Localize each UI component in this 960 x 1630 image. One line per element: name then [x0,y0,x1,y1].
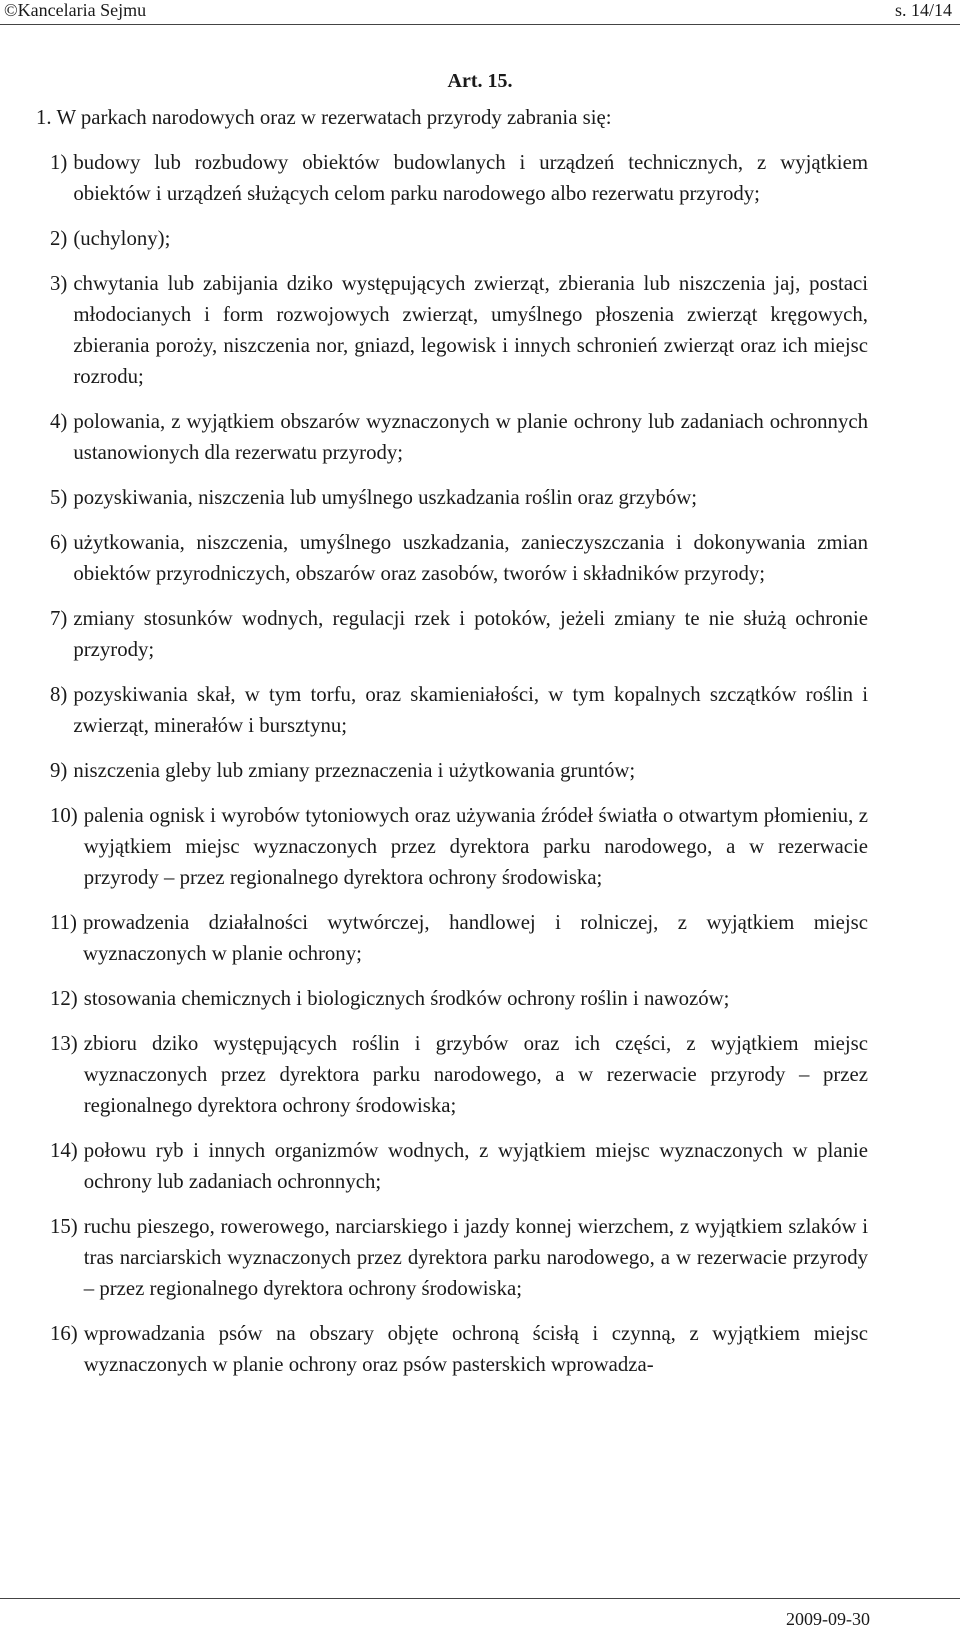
prohibition-list [22,147,868,1380]
list-item [22,679,868,741]
list-item-number: 3) [50,272,68,295]
intro-paragraph [22,102,868,133]
list-item-number: 11) [50,911,77,934]
list-item [22,983,868,1014]
list-item-text: prowadzenia działalności wytwórczej, handlowej i rolniczej, z wyjątkiem miejsc wyznaczonych w planie ochrony; [82,911,868,965]
list-item-text: chwytania lub zabijania dziko występujących zwierząt, zbierania lub niszczenia jaj, postaci młodocianych i form rozwojowych zwierząt, umyślnego płoszenia zwierząt kręgowych, zbierania poroży, niszczenia nor, gniazd, legowisk i innych schronień zwierząt oraz ich miejsc rozrodu; [73,272,868,388]
page-footer [0,1598,960,1629]
list-item [22,1135,868,1197]
page-number: s. 14/14 [894,0,952,20]
list-item-number: 16) [50,1322,78,1345]
list-item-number: 5) [50,486,68,509]
publisher-label: ©Kancelaria Sejmu [4,0,147,20]
page-header [0,0,960,25]
list-item [22,482,868,513]
list-item [22,147,868,209]
list-item-number: 4) [50,410,68,433]
list-item-text: budowy lub rozbudowy obiektów budowlanych i urządzeń technicznych, z wyjątkiem obiektów i urządzeń służących celom parku narodowego albo rezerwatu przyrody; [73,151,868,205]
list-item-number: 7) [50,607,68,630]
list-item [22,603,868,665]
list-item-number: 1) [50,151,68,174]
list-item-number: 12) [50,987,78,1010]
list-item-text: użytkowania, niszczenia, umyślnego uszkadzania, zanieczyszczania i dokonywania zmian obiektów przyrodniczych, obszarów oraz zasobów, tworów i składników przyrody; [73,531,868,585]
list-item-number: 2) [50,227,68,250]
list-item-number: 6) [50,531,68,554]
list-item-text: polowania, z wyjątkiem obszarów wyznaczonych w planie ochrony lub zadaniach ochronnych ustanowionych dla rezerwatu przyrody; [73,410,868,464]
list-item-text: stosowania chemicznych i biologicznych środków ochrony roślin i nawozów; [83,987,730,1010]
list-item [22,1028,868,1121]
article-title: Art. 15. [447,70,513,92]
list-item-text: (uchylony); [73,227,171,250]
list-item-text: wprowadzania psów na obszary objęte ochroną ścisłą i czynną, z wyjątkiem miejsc wyznaczonych w planie ochrony oraz psów pasterskich wprowadza- [83,1322,868,1376]
list-item [22,800,868,893]
list-item-text: ruchu pieszego, rowerowego, narciarskiego i jazdy konnej wierzchem, z wyjątkiem szlaków i tras narciarskich wyznaczonych przez dyrektora parku narodowego, a w rezerwacie przyrody – przez regionalnego dyrektora ochrony środowiska; [83,1215,868,1300]
list-item [22,223,868,254]
list-item-number: 9) [50,759,68,782]
list-item-text: pozyskiwania, niszczenia lub umyślnego uszkadzania roślin oraz grzybów; [73,486,698,509]
list-item [22,1318,868,1380]
list-item-text: pozyskiwania skał, w tym torfu, oraz skamieniałości, w tym kopalnych szczątków roślin i zwierząt, minerałów i bursztynu; [73,683,868,737]
list-item-text: zmiany stosunków wodnych, regulacji rzek i potoków, jeżeli zmiany te nie służą ochronie przyrody; [73,607,868,661]
document-date: 2009-09-30 [786,1609,870,1629]
list-item-text: niszczenia gleby lub zmiany przeznaczenia i użytkowania gruntów; [73,759,636,782]
list-item-text: połowu ryb i innych organizmów wodnych, z wyjątkiem miejsc wyznaczonych w planie ochrony lub zadaniach ochronnych; [83,1139,868,1193]
list-item [22,406,868,468]
paragraph-number: 1. [36,106,52,129]
list-item-number: 14) [50,1139,78,1162]
list-item-text: zbioru dziko występujących roślin i grzybów oraz ich części, z wyjątkiem miejsc wyznaczonych przez dyrektora parku narodowego, a w rezerwacie przyrody – przez regionalnego dyrektora ochrony środowiska; [83,1032,868,1117]
list-item [22,1211,868,1304]
intro-text: W parkach narodowych oraz w rezerwatach przyrody zabrania się: [56,106,612,129]
list-item-number: 8) [50,683,68,706]
list-item [22,907,868,969]
list-item-text: palenia ognisk i wyrobów tytoniowych oraz używania źródeł światła o otwartym płomieniu, z wyjątkiem miejsc wyznaczonych przez dyrektora parku narodowego, a w rezerwacie przyrody – przez regionalnego dyrektora ochrony środowiska; [83,804,868,889]
list-item [22,755,868,786]
list-item-number: 13) [50,1032,78,1055]
list-item-number: 10) [50,804,78,827]
list-item [22,527,868,589]
article-body [22,102,868,1394]
list-item-number: 15) [50,1215,78,1238]
list-item [22,268,868,392]
